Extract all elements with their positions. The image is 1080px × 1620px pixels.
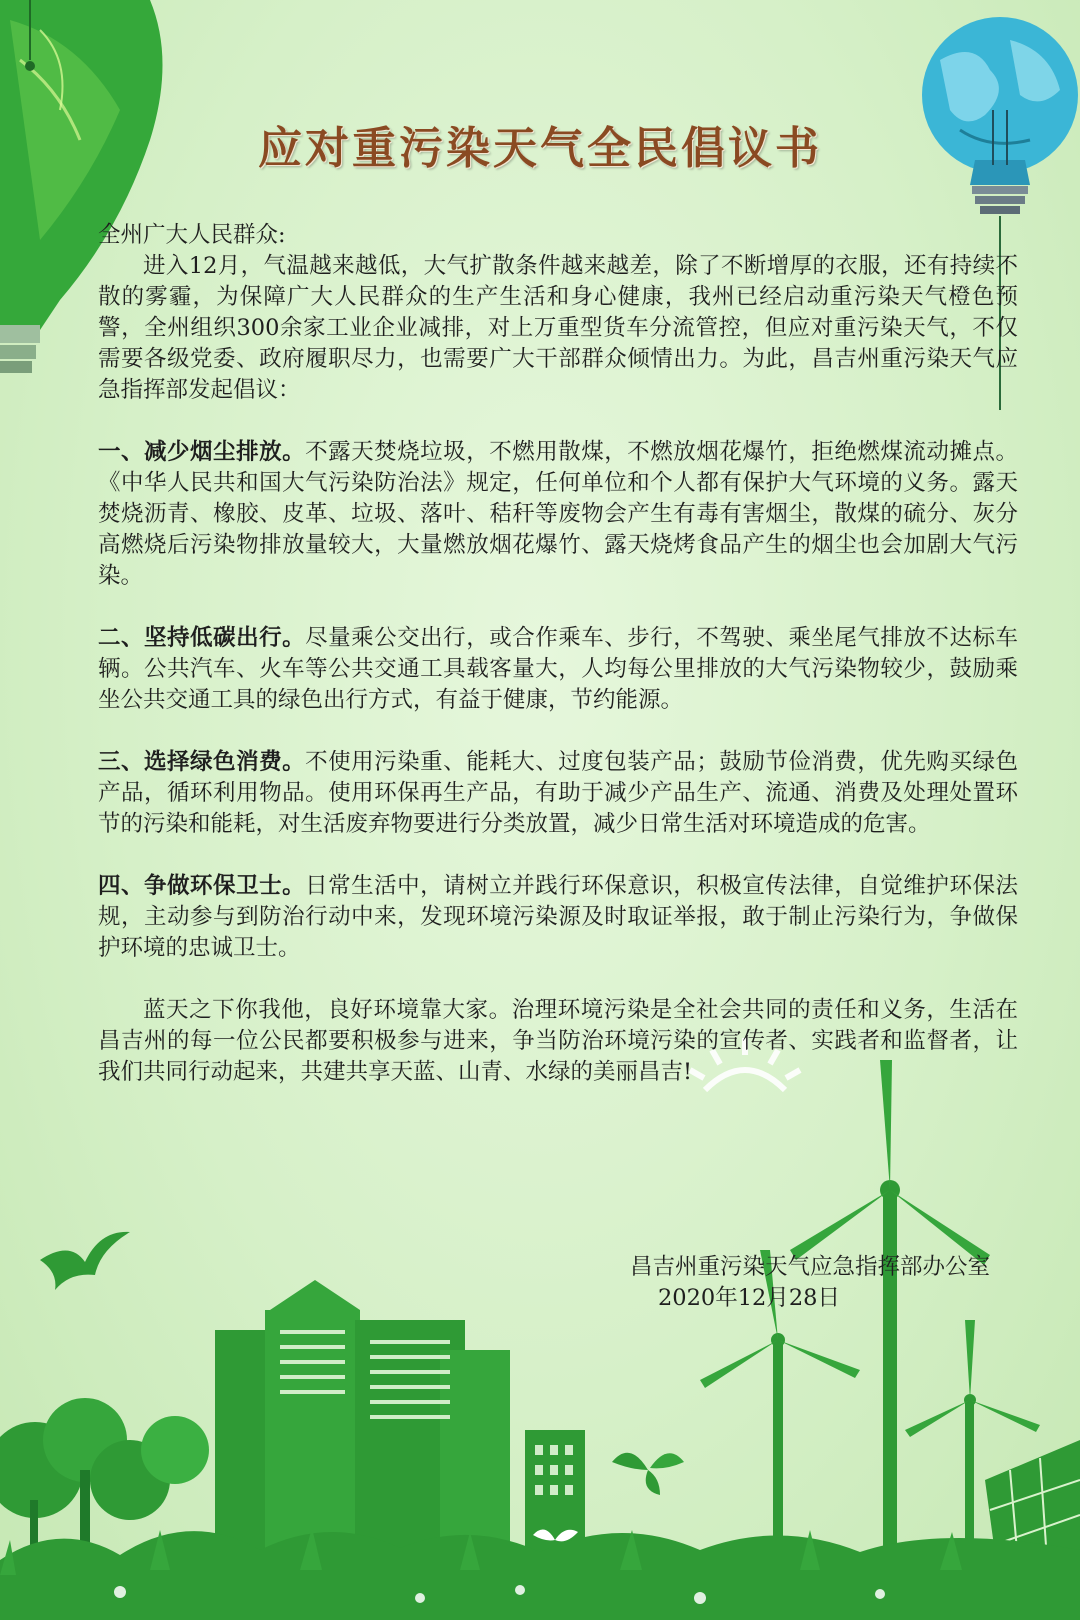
section-heading: 一、减少烟尘排放。 [98,439,306,465]
signature-org: 昌吉州重污染天气应急指挥部办公室 [629,1254,990,1280]
closing-paragraph: 蓝天之下你我他，良好环境靠大家。治理环境污染是全社会共同的责任和义务，生活在昌吉州的每一位公民都要积极参与进来，争当防治环境污染的宣传者、实践者和监督者，让我们共同行动起来，共建共享天蓝、山青、水绿的美丽昌吉! [98,997,1018,1085]
section-paragraph [98,747,1018,840]
section-paragraph [98,623,1018,716]
signature-block [430,1252,990,1314]
section-heading: 二、坚持低碳出行。 [98,625,306,651]
letter-body [98,220,1018,1088]
section-body: 不使用污染重、能耗大、过度包装产品；鼓励节俭消费，优先购买绿色产品，循环利用物品。使用环保再生产品，有助于减少产品生产、流通、消费及处理处置环节的污染和能耗，对生活废弃物要进行分类放置，减少日常生活对环境造成的危害。 [98,749,1018,837]
intro-paragraph: 进入12月，气温越来越低，大气扩散条件越来越差，除了不断增厚的衣服，还有持续不散的雾霾，为保障广大人民群众的生产生活和身心健康，我州已经启动重污染天气橙色预警，全州组织300余家工业企业减排，对上万重型货车分流管控，但应对重污染天气，不仅需要各级党委、政府履职尽力，也需要广大干部群众倾情出力。为此，昌吉州重污染天气应急指挥部发起倡议： [98,253,1018,403]
section-heading: 四、争做环保卫士。 [98,873,306,899]
section-paragraph [98,437,1018,592]
section-body: 日常生活中，请树立并践行环保意识，积极宣传法律，自觉维护环保法规，主动参与到防治行动中来，发现环境污染源及时取证举报，敢于制止污染行为，争做保护环境的忠诚卫士。 [98,873,1018,961]
signature-date: 2020年12月28日 [657,1285,840,1311]
page-title: 应对重污染天气全民倡议书 [258,123,822,174]
section-body: 不露天焚烧垃圾，不燃用散煤，不燃放烟花爆竹，拒绝燃煤流动摊点。《中华人民共和国大气污染防治法》规定，任何单位和个人都有保护大气环境的义务。露天焚烧沥青、橡胶、皮革、垃圾、落叶、秸秆等废物会产生有毒有害烟尘，散煤的硫分、灰分高燃烧后污染物排放量较大，大量燃放烟花爆竹、露天烧烤食品产生的烟尘也会加剧大气污染。 [98,439,1018,589]
section-heading: 三、选择绿色消费。 [98,749,306,775]
wind-turbine-icon [700,1060,1040,1620]
salutation: 全州广大人民群众: [98,222,286,248]
section-body: 尽量乘公交出行，或合作乘车、步行，不驾驶、乘坐尾气排放不达标车辆。公共汽车、火车等公共交通工具载客量大，人均每公里排放的大气污染物较少，鼓励乘坐公共交通工具的绿色出行方式，有益于健康，节约能源。 [98,625,1018,713]
section-paragraph [98,871,1018,964]
bird-icon [40,1232,130,1290]
